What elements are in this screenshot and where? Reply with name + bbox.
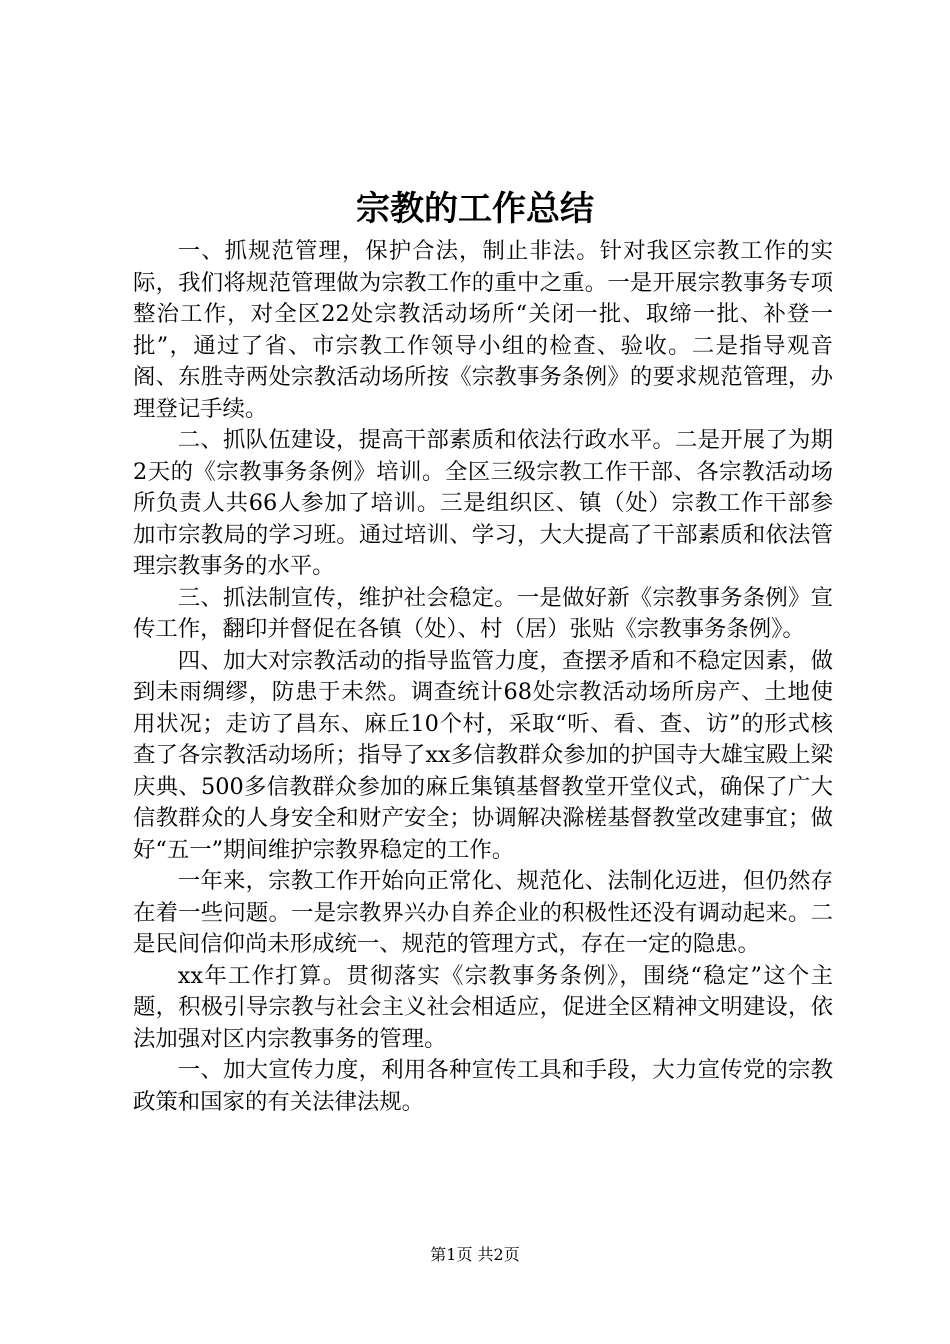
paragraph-1: 一、抓规范管理，保护合法，制止非法。针对我区宗教工作的实际，我们将规范管理做为宗教工作的重中之重。一是开展宗教事务专项整治工作，对全区22处宗教活动场所“关闭一批、取缔一批、补登一批”，通过了省、市宗教工作领导小组的检查、验收。二是指导观音阁、东胜寺两处宗教活动场所按《宗教事务条例》的要求规范管理，办理登记手续。 — [133, 238, 833, 422]
paragraph-7: 一、加大宣传力度，利用各种宣传工具和手段，大力宣传党的宗教政策和国家的有关法律法规。 — [133, 1057, 833, 1115]
paragraph-4: 四、加大对宗教活动的指导监管力度，查摆矛盾和不稳定因素，做到未雨绸缪，防患于未然。调查统计68处宗教活动场所房产、土地使用状况；走访了昌东、麻丘10个村，采取“听、看、查、访”的形式核查了各宗教活动场所；指导了xx多信教群众参加的护国寺大雄宝殿上梁庆典、500多信教群众参加的麻丘集镇基督教堂开堂仪式，确保了广大信教群众的人身安全和财产安全；协调解决滁槎基督教堂改建事宜；做好“五一”期间维护宗教界稳定的工作。 — [133, 647, 833, 863]
paragraph-5: 一年来，宗教工作开始向正常化、规范化、法制化迈进，但仍然存在着一些问题。一是宗教界兴办自养企业的积极性还没有调动起来。二是民间信仰尚未形成统一、规范的管理方式，存在一定的隐患。 — [133, 868, 833, 957]
page-footer: 第1页 共2页 — [430, 1245, 520, 1264]
paragraph-2: 二、抓队伍建设，提高干部素质和依法行政水平。二是开展了为期2天的《宗教事务条例》培训。全区三级宗教工作干部、各宗教活动场所负责人共66人参加了培训。三是组织区、镇（处）宗教工作干部参加市宗教局的学习班。通过培训、学习，大大提高了干部素质和依法管理宗教事务的水平。 — [133, 427, 833, 579]
document-title: 宗教的工作总结 — [356, 189, 594, 229]
document-body — [133, 236, 833, 1118]
paragraph-6: xx年工作打算。贯彻落实《宗教事务条例》，围绕“稳定”这个主题，积极引导宗教与社会主义社会相适应，促进全区精神文明建设，依法加强对区内宗教事务的管理。 — [133, 962, 833, 1052]
paragraph-3: 三、抓法制宣传，维护社会稳定。一是做好新《宗教事务条例》宣传工作，翻印并督促在各镇（处）、村（居）张贴《宗教事务条例》。 — [133, 584, 833, 642]
